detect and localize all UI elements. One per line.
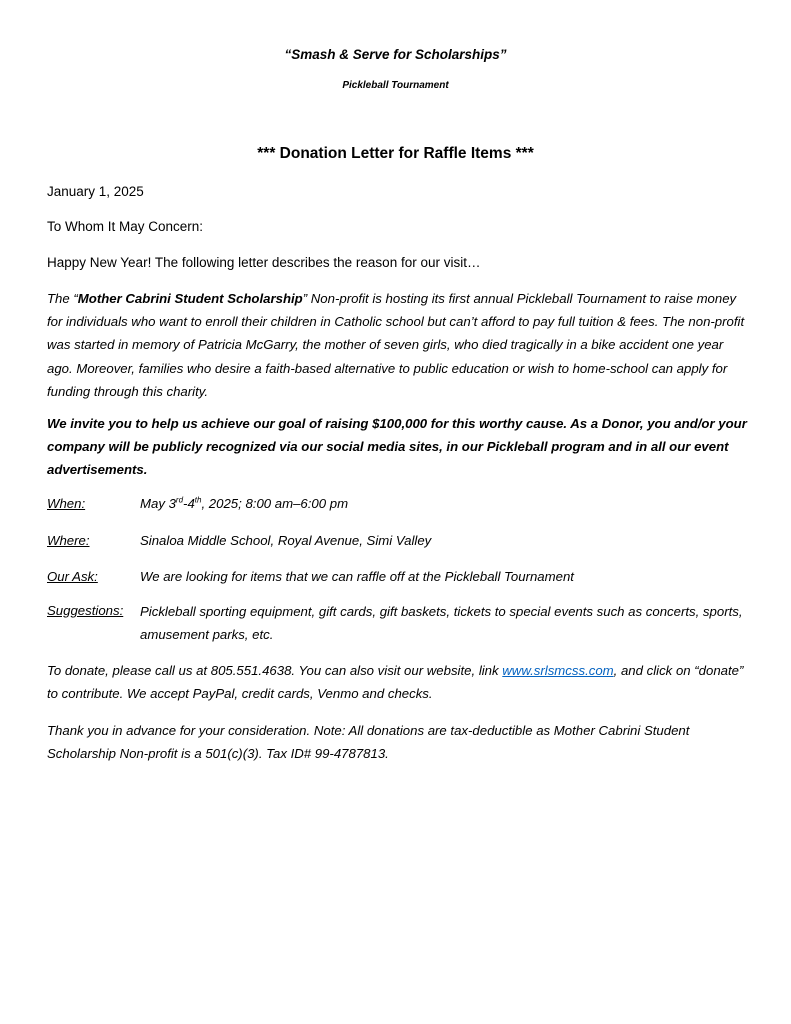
- intro-paragraph: [47, 287, 747, 403]
- when-mid: -4: [183, 496, 195, 511]
- donate-text-after: , and click on “donate” to contribute. We accept PayPal, credit cards, Venmo and checks.: [47, 663, 744, 702]
- suggestions-value: Pickleball sporting equipment, gift cards, gift baskets, tickets to special events such as concerts, sports, amusement parks, etc.: [140, 604, 743, 643]
- letter-heading: *** Donation Letter for Raffle Items ***: [257, 145, 534, 162]
- intro-rest: ” Non-profit is hosting its first annual Pickleball Tournament to raise money for individuals who want to enroll their children in Catholic school but can’t afford to pay full tuition & fees. The non-profit was started in memory of Patricia McGarry, the mother of seven girls, who died tragically in a bike accident one year ago. Moreover, families who desire a faith-based alternative to public education or wish to home-school can apply for funding through this charity.: [47, 291, 745, 399]
- where-label: Where:: [47, 533, 90, 548]
- invitation-paragraph: We invite you to help us achieve our goal of raising $100,000 for this worthy cause. As a Donor, you and/or your company will be publicly recognized via our social media sites, in our Pickleball program and in all our event advertisements.: [47, 416, 747, 478]
- event-title: “Smash & Serve for Scholarships”: [284, 47, 507, 62]
- when-label: When:: [47, 496, 86, 511]
- donate-text-before: To donate, please call us at 805.551.4638. You can also visit our website, link: [47, 663, 503, 678]
- when-month: May 3: [140, 496, 176, 511]
- event-subtitle: Pickleball Tournament: [342, 80, 449, 91]
- suggestions-label: Suggestions:: [47, 603, 124, 618]
- org-name: Mother Cabrini Student Scholarship: [77, 291, 303, 306]
- ask-label: Our Ask:: [47, 569, 98, 584]
- website-link[interactable]: www.srlsmcss.com: [502, 663, 614, 678]
- when-tail: , 2025; 8:00 am–6:00 pm: [201, 496, 349, 511]
- letter-date: January 1, 2025: [47, 184, 144, 199]
- closing-paragraph: Thank you in advance for your consideration. Note: All donations are tax-deductible as Mother Cabrini Student Scholarship Non-profit is a 501(c)(3). Tax ID# 99-4787813.: [47, 723, 690, 762]
- salutation: To Whom It May Concern:: [47, 219, 204, 234]
- donate-paragraph: [47, 659, 747, 705]
- intro-prefix: The “: [47, 291, 78, 306]
- where-value: Sinaloa Middle School, Royal Avenue, Simi Valley: [140, 533, 432, 548]
- when-value: [140, 496, 750, 511]
- ask-value: We are looking for items that we can raffle off at the Pickleball Tournament: [140, 569, 574, 584]
- when-sup-rd: rd: [175, 495, 184, 505]
- greeting: Happy New Year! The following letter describes the reason for our visit…: [47, 255, 481, 270]
- when-sup-th: th: [194, 495, 202, 505]
